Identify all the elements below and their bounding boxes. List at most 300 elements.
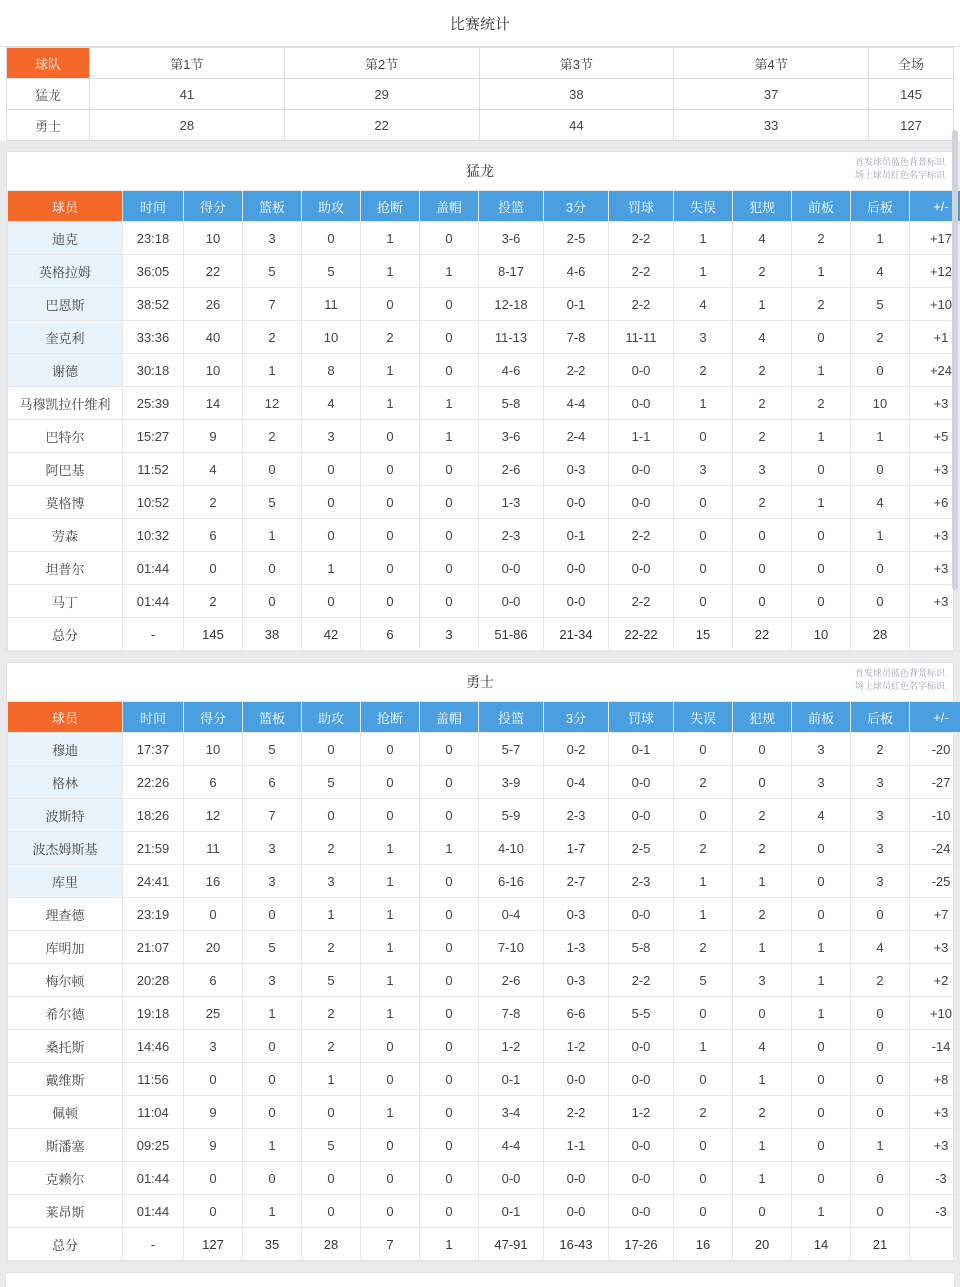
stat-cell: 2-2 — [544, 354, 609, 387]
stat-cell: 0 — [361, 585, 420, 618]
stat-cell: 36:05 — [123, 255, 184, 288]
player-name[interactable]: 马丁 — [8, 585, 123, 618]
stat-cell: 22:26 — [123, 766, 184, 799]
stat-cell: 0 — [361, 453, 420, 486]
totals-cell: 145 — [184, 618, 243, 651]
stat-cell: 2 — [674, 354, 733, 387]
player-name[interactable]: 迪克 — [8, 222, 123, 255]
boxscore-container — [0, 151, 960, 1262]
column-header-3[interactable]: 篮板 — [243, 191, 302, 222]
stat-cell: 3 — [851, 766, 910, 799]
stat-cell: 0-3 — [544, 964, 609, 997]
stat-cell: -24 — [910, 832, 960, 865]
stat-cell: 0-2 — [544, 733, 609, 766]
stat-cell: 0 — [184, 1195, 243, 1228]
stat-cell: 0 — [674, 420, 733, 453]
totals-label: 总分 — [8, 618, 123, 651]
summary-cell: 37 — [674, 79, 869, 110]
table-row — [8, 832, 960, 865]
player-name[interactable]: 理查德 — [8, 898, 123, 931]
stat-cell: 1 — [733, 865, 792, 898]
stat-cell: 9 — [184, 1129, 243, 1162]
stat-cell: 3 — [184, 1030, 243, 1063]
stat-cell: +12 — [910, 255, 960, 288]
stat-cell: 0 — [420, 354, 479, 387]
table-row — [7, 110, 954, 141]
stat-cell: 5-8 — [609, 931, 674, 964]
column-header-2[interactable]: 得分 — [184, 191, 243, 222]
stat-cell: 4 — [302, 387, 361, 420]
player-name[interactable]: 奎克利 — [8, 321, 123, 354]
stat-cell: 0 — [361, 288, 420, 321]
stat-cell: 0 — [792, 1129, 851, 1162]
stat-cell: 0 — [302, 222, 361, 255]
stat-cell: 0 — [674, 519, 733, 552]
stat-cell: 4-4 — [544, 387, 609, 420]
table-row — [8, 420, 960, 453]
column-header-5[interactable]: 抢断 — [361, 191, 420, 222]
stat-cell: 7-10 — [479, 931, 544, 964]
table-row — [8, 1063, 960, 1096]
stat-cell: 0 — [302, 519, 361, 552]
totals-cell — [910, 618, 960, 651]
player-name[interactable]: 莱昂斯 — [8, 1195, 123, 1228]
legend — [855, 667, 945, 693]
summary-cell: 44 — [479, 110, 674, 141]
stat-cell: 0-0 — [609, 766, 674, 799]
column-header-10[interactable]: 失误 — [674, 702, 733, 733]
stat-cell: +2 — [910, 964, 960, 997]
stat-cell: 5 — [243, 931, 302, 964]
stat-cell: 0 — [420, 552, 479, 585]
stat-cell: 1 — [361, 255, 420, 288]
table-row — [8, 898, 960, 931]
stat-cell: -10 — [910, 799, 960, 832]
stat-cell: 4 — [792, 799, 851, 832]
summary-cell: 29 — [284, 79, 479, 110]
totals-cell: 21 — [851, 1228, 910, 1261]
stat-cell: 3 — [851, 799, 910, 832]
stat-cell: 0 — [420, 453, 479, 486]
totals-cell: 35 — [243, 1228, 302, 1261]
stat-cell: 7-8 — [479, 997, 544, 1030]
stat-cell: 9 — [184, 1096, 243, 1129]
stat-cell: 3 — [792, 766, 851, 799]
scrollbar[interactable] — [952, 130, 958, 590]
player-name[interactable]: 阿巴基 — [8, 453, 123, 486]
summary-team-name: 猛龙 — [7, 79, 90, 110]
column-header-2[interactable]: 得分 — [184, 702, 243, 733]
stat-cell: 26 — [184, 288, 243, 321]
stat-cell: 2 — [733, 486, 792, 519]
stat-cell: 1 — [792, 997, 851, 1030]
stat-cell: 1 — [792, 255, 851, 288]
stat-cell: 4 — [733, 321, 792, 354]
stat-cell: 1 — [792, 1195, 851, 1228]
player-name[interactable]: 佩顿 — [8, 1096, 123, 1129]
player-name[interactable]: 希尔德 — [8, 997, 123, 1030]
column-header-7[interactable]: 投篮 — [479, 702, 544, 733]
stat-cell: 10 — [184, 733, 243, 766]
stat-cell: 1 — [361, 1096, 420, 1129]
stat-cell: 14:46 — [123, 1030, 184, 1063]
totals-cell: 7 — [361, 1228, 420, 1261]
stat-cell: 0 — [792, 865, 851, 898]
column-header-11[interactable]: 犯规 — [733, 191, 792, 222]
legend-line-starter: 首发球员蓝色背景标识 — [855, 667, 945, 680]
stat-cell: 2-3 — [609, 865, 674, 898]
table-row — [8, 1030, 960, 1063]
stat-cell: 0 — [243, 1063, 302, 1096]
stat-cell: -3 — [910, 1195, 960, 1228]
stat-cell: 1-2 — [544, 1030, 609, 1063]
stat-cell: 6 — [184, 964, 243, 997]
stat-cell: 1 — [674, 222, 733, 255]
stat-cell: 3-4 — [479, 1096, 544, 1129]
stat-cell: 1 — [851, 519, 910, 552]
stat-cell: 0-3 — [544, 453, 609, 486]
stat-cell: +3 — [910, 1096, 960, 1129]
stat-cell: 0-0 — [609, 354, 674, 387]
player-name[interactable]: 格林 — [8, 766, 123, 799]
column-header-13[interactable]: 后板 — [851, 191, 910, 222]
totals-cell: - — [123, 618, 184, 651]
stat-cell: 2 — [792, 288, 851, 321]
player-name[interactable]: 梅尔顿 — [8, 964, 123, 997]
stat-cell: 1-7 — [544, 832, 609, 865]
stat-cell: 2 — [733, 255, 792, 288]
stat-cell: 5-9 — [479, 799, 544, 832]
table-row — [8, 255, 960, 288]
stat-cell: 0 — [420, 964, 479, 997]
stat-cell: 2 — [302, 997, 361, 1030]
stat-cell: 5-5 — [609, 997, 674, 1030]
summary-cell: 41 — [90, 79, 285, 110]
stat-cell: 3 — [243, 865, 302, 898]
stat-cell: 0 — [792, 1162, 851, 1195]
stat-cell: +10 — [910, 288, 960, 321]
stat-cell: 0 — [184, 1063, 243, 1096]
stat-cell: 3-9 — [479, 766, 544, 799]
table-row — [8, 1162, 960, 1195]
stat-cell: +17 — [910, 222, 960, 255]
stat-cell: 0-1 — [544, 519, 609, 552]
stat-cell: 4 — [733, 222, 792, 255]
stat-cell: 0 — [420, 931, 479, 964]
totals-cell: 6 — [361, 618, 420, 651]
player-name[interactable]: 克赖尔 — [8, 1162, 123, 1195]
stat-cell: 7-8 — [544, 321, 609, 354]
stat-cell: 21:07 — [123, 931, 184, 964]
stat-cell: 1 — [420, 387, 479, 420]
stat-cell: 11 — [184, 832, 243, 865]
totals-cell: 21-34 — [544, 618, 609, 651]
table-row — [8, 964, 960, 997]
stat-cell: +3 — [910, 552, 960, 585]
stat-cell: 23:18 — [123, 222, 184, 255]
stat-cell: 2-2 — [609, 519, 674, 552]
stat-cell: 0 — [792, 898, 851, 931]
stat-cell: 0 — [733, 585, 792, 618]
totals-row — [8, 618, 960, 651]
stat-cell: 1-1 — [609, 420, 674, 453]
stat-cell: 2 — [243, 420, 302, 453]
column-header-1[interactable]: 时间 — [123, 702, 184, 733]
stat-cell: 0 — [302, 1096, 361, 1129]
stat-cell: 0 — [361, 420, 420, 453]
column-header-11[interactable]: 犯规 — [733, 702, 792, 733]
stat-cell: 5-8 — [479, 387, 544, 420]
stat-cell: 0 — [243, 585, 302, 618]
stat-cell: 5 — [851, 288, 910, 321]
stat-cell: 1 — [361, 865, 420, 898]
column-header-12[interactable]: 前板 — [792, 191, 851, 222]
stat-cell: 1 — [792, 420, 851, 453]
stat-cell: 2 — [184, 585, 243, 618]
stat-cell: 0 — [420, 898, 479, 931]
stat-cell: 2-2 — [609, 288, 674, 321]
player-name[interactable]: 库明加 — [8, 931, 123, 964]
stat-cell: 1-2 — [479, 1030, 544, 1063]
stat-cell: 8-17 — [479, 255, 544, 288]
stat-cell: 1 — [243, 519, 302, 552]
stat-cell: 2 — [674, 931, 733, 964]
stat-cell: 0-0 — [609, 1162, 674, 1195]
column-header-8[interactable]: 3分 — [544, 191, 609, 222]
stat-cell: 2 — [733, 832, 792, 865]
stat-cell: 10 — [184, 222, 243, 255]
stat-cell: 0 — [420, 288, 479, 321]
column-header-8[interactable]: 3分 — [544, 702, 609, 733]
player-name[interactable]: 巴恩斯 — [8, 288, 123, 321]
stat-cell: 0 — [851, 453, 910, 486]
player-name[interactable]: 马穆凯拉什维利 — [8, 387, 123, 420]
stat-cell: 5 — [674, 964, 733, 997]
stat-cell: 19:18 — [123, 997, 184, 1030]
stat-cell: 2 — [733, 354, 792, 387]
stat-cell: 1 — [674, 387, 733, 420]
stat-cell: 11 — [302, 288, 361, 321]
stat-cell: 2-2 — [609, 964, 674, 997]
table-row — [8, 354, 960, 387]
column-header-6[interactable]: 盖帽 — [420, 191, 479, 222]
stat-cell: 4-6 — [479, 354, 544, 387]
table-row — [8, 321, 960, 354]
stat-cell: -3 — [910, 1162, 960, 1195]
totals-cell: 14 — [792, 1228, 851, 1261]
stat-cell: -14 — [910, 1030, 960, 1063]
stat-cell: 2-5 — [609, 832, 674, 865]
stat-cell: 0-0 — [609, 1129, 674, 1162]
player-name[interactable]: 坦普尔 — [8, 552, 123, 585]
stat-cell: -20 — [910, 733, 960, 766]
stat-cell: 0-0 — [479, 552, 544, 585]
stat-cell: 0 — [792, 453, 851, 486]
totals-cell: 1 — [420, 1228, 479, 1261]
stat-cell: 0 — [733, 733, 792, 766]
stat-cell: 0 — [851, 997, 910, 1030]
player-name[interactable]: 桑托斯 — [8, 1030, 123, 1063]
stat-cell: 0 — [420, 1195, 479, 1228]
stat-cell: 0 — [420, 1063, 479, 1096]
column-header-3[interactable]: 篮板 — [243, 702, 302, 733]
player-name[interactable]: 波杰姆斯基 — [8, 832, 123, 865]
player-name[interactable]: 莫格博 — [8, 486, 123, 519]
totals-cell: 10 — [792, 618, 851, 651]
stat-cell: 1 — [733, 1162, 792, 1195]
table-row — [8, 552, 960, 585]
stat-cell: 0 — [361, 799, 420, 832]
column-header-7[interactable]: 投篮 — [479, 191, 544, 222]
stat-cell: -25 — [910, 865, 960, 898]
stat-cell: 3 — [243, 832, 302, 865]
stat-cell: 2-4 — [544, 420, 609, 453]
column-header-13[interactable]: 后板 — [851, 702, 910, 733]
stat-cell: 22 — [184, 255, 243, 288]
stat-cell: 38:52 — [123, 288, 184, 321]
table-row — [8, 865, 960, 898]
column-header-1[interactable]: 时间 — [123, 191, 184, 222]
stat-cell: 0 — [184, 898, 243, 931]
stat-cell: 0-0 — [609, 898, 674, 931]
stat-cell: 3 — [674, 321, 733, 354]
stat-cell: 10:32 — [123, 519, 184, 552]
player-name[interactable]: 穆迪 — [8, 733, 123, 766]
stat-cell: 0-1 — [479, 1195, 544, 1228]
player-name[interactable]: 巴特尔 — [8, 420, 123, 453]
stat-cell: 0-0 — [609, 552, 674, 585]
column-header-12[interactable]: 前板 — [792, 702, 851, 733]
stat-cell: 12-18 — [479, 288, 544, 321]
totals-cell: - — [123, 1228, 184, 1261]
table-row — [8, 453, 960, 486]
stat-cell: 0 — [792, 552, 851, 585]
stat-cell: 2 — [733, 420, 792, 453]
column-header-10[interactable]: 失误 — [674, 191, 733, 222]
stat-cell: +24 — [910, 354, 960, 387]
player-name[interactable]: 波斯特 — [8, 799, 123, 832]
stat-cell: 2 — [733, 799, 792, 832]
summary-header-total: 全场 — [869, 48, 954, 79]
column-header-0[interactable]: 球员 — [8, 191, 123, 222]
column-header-9[interactable]: 罚球 — [609, 191, 674, 222]
column-header-14[interactable]: +/- — [910, 191, 960, 222]
stat-cell: 0-0 — [609, 486, 674, 519]
stat-cell: 0 — [184, 1162, 243, 1195]
column-header-9[interactable]: 罚球 — [609, 702, 674, 733]
stat-cell: 5 — [243, 733, 302, 766]
stat-cell: 1 — [733, 1129, 792, 1162]
player-name[interactable]: 斯潘塞 — [8, 1129, 123, 1162]
stat-cell: 0 — [851, 354, 910, 387]
stat-cell: 2-6 — [479, 964, 544, 997]
stat-cell: 0 — [792, 1063, 851, 1096]
stat-cell: 18:26 — [123, 799, 184, 832]
player-name[interactable]: 戴维斯 — [8, 1063, 123, 1096]
stat-cell: 1-2 — [609, 1096, 674, 1129]
column-header-6[interactable]: 盖帽 — [420, 702, 479, 733]
stat-cell: 1 — [792, 931, 851, 964]
stat-cell: 0 — [302, 733, 361, 766]
stat-cell: 0 — [420, 222, 479, 255]
stat-cell: 4 — [851, 486, 910, 519]
stat-cell: 15:27 — [123, 420, 184, 453]
stat-cell: 2 — [733, 898, 792, 931]
column-header-0[interactable]: 球员 — [8, 702, 123, 733]
player-name[interactable]: 劳森 — [8, 519, 123, 552]
summary-cell: 38 — [479, 79, 674, 110]
table-row — [8, 222, 960, 255]
column-header-4[interactable]: 助攻 — [302, 191, 361, 222]
stat-cell: 11:52 — [123, 453, 184, 486]
player-name[interactable]: 库里 — [8, 865, 123, 898]
stat-cell: 0 — [302, 1195, 361, 1228]
column-header-5[interactable]: 抢断 — [361, 702, 420, 733]
totals-cell: 38 — [243, 618, 302, 651]
stat-cell: 0 — [792, 585, 851, 618]
stat-cell: 1-3 — [479, 486, 544, 519]
stat-cell: 0-1 — [479, 1063, 544, 1096]
stat-cell: 0-0 — [544, 486, 609, 519]
stat-cell: 3 — [733, 453, 792, 486]
stat-cell: 0-0 — [609, 1063, 674, 1096]
stat-cell: 10:52 — [123, 486, 184, 519]
stat-cell: +3 — [910, 585, 960, 618]
stat-cell: 6-6 — [544, 997, 609, 1030]
stat-cell: 0 — [674, 799, 733, 832]
stat-cell: 2 — [674, 1096, 733, 1129]
stat-cell: 6 — [243, 766, 302, 799]
table-row — [8, 1129, 960, 1162]
table-row — [8, 766, 960, 799]
stat-cell: +10 — [910, 997, 960, 1030]
stat-cell: 1 — [420, 420, 479, 453]
stat-cell: 0-3 — [544, 898, 609, 931]
stat-cell: 0 — [302, 486, 361, 519]
player-name[interactable]: 谢德 — [8, 354, 123, 387]
stat-cell: 0 — [361, 519, 420, 552]
stat-cell: 6 — [184, 519, 243, 552]
stat-cell: 4 — [851, 931, 910, 964]
stat-cell: 1 — [851, 1129, 910, 1162]
player-name[interactable]: 英格拉姆 — [8, 255, 123, 288]
boxscore-header — [7, 663, 953, 701]
stat-cell: 0 — [851, 1030, 910, 1063]
stat-cell: 0 — [361, 1195, 420, 1228]
stat-cell: 10 — [302, 321, 361, 354]
stat-cell: 1 — [361, 354, 420, 387]
quarter-summary-card — [0, 0, 960, 141]
stat-cell: 1 — [792, 964, 851, 997]
stat-cell: +3 — [910, 387, 960, 420]
totals-row — [8, 1228, 960, 1261]
stat-cell: 2 — [733, 387, 792, 420]
stat-cell: 0 — [792, 519, 851, 552]
stat-cell: 0 — [792, 1030, 851, 1063]
stat-cell: 2 — [674, 832, 733, 865]
table-row — [8, 585, 960, 618]
stat-cell: 10 — [851, 387, 910, 420]
stat-cell: 0 — [361, 1063, 420, 1096]
table-header-row — [8, 702, 960, 733]
stat-cell: 0 — [733, 997, 792, 1030]
column-header-14[interactable]: +/- — [910, 702, 960, 733]
stat-cell: 1 — [733, 288, 792, 321]
column-header-4[interactable]: 助攻 — [302, 702, 361, 733]
stat-cell: 0-4 — [544, 766, 609, 799]
stat-cell: 11-11 — [609, 321, 674, 354]
summary-cell: 22 — [284, 110, 479, 141]
